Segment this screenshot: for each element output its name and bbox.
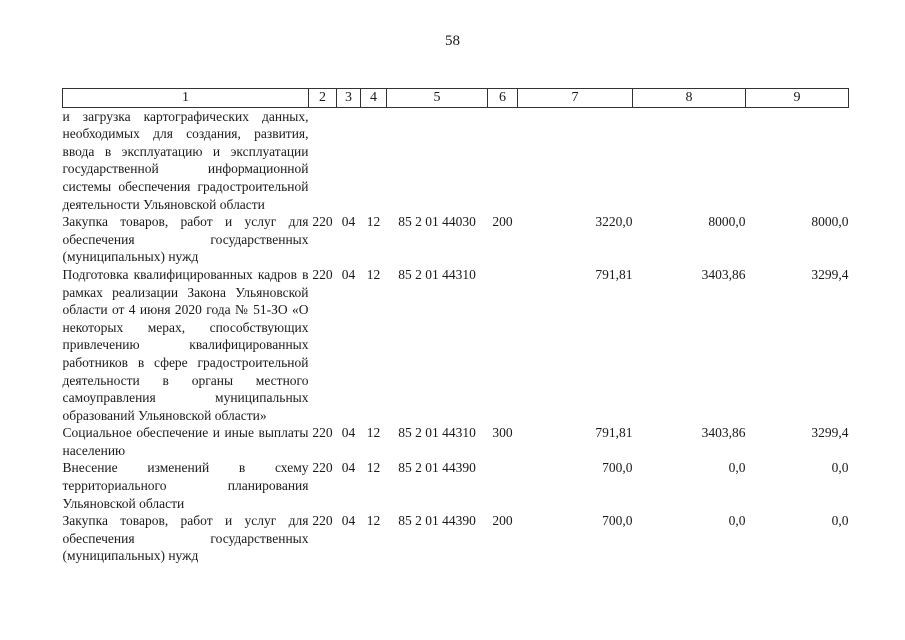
column-header: 7 [518, 89, 633, 108]
cell-c6: 200 [492, 513, 513, 529]
column-header: 2 [309, 89, 337, 108]
table-header-row [63, 89, 849, 108]
cell-c8: 0,0 [728, 460, 746, 476]
cell-c5: 85 2 01 44310 [398, 425, 476, 441]
cell-c3 [337, 107, 361, 213]
cell-c4: 12 [366, 425, 381, 441]
cell-c6 [488, 459, 518, 512]
table-row [63, 213, 849, 266]
cell-c7: 700,0 [602, 513, 633, 529]
row-description: Закупка товаров, работ и услуг для обеспечения государственных (муниципальных) нужд [62, 513, 309, 564]
row-description: Закупка товаров, работ и услуг для обеспечения государственных (муниципальных) нужд [62, 214, 309, 265]
table-row [63, 424, 849, 459]
cell-c7: 700,0 [602, 460, 633, 476]
column-header: 9 [746, 89, 849, 108]
cell-c4 [361, 107, 387, 213]
cell-c4: 12 [366, 513, 381, 529]
cell-c6 [488, 107, 518, 213]
cell-c3: 04 [341, 425, 356, 441]
column-header: 1 [63, 89, 309, 108]
row-description: и загрузка картографических данных, необходимых для создания, развития, ввода в эксплуатацию и эксплуатации государственной информационной системы обеспечения градостроительной деятельности Ульяновской области [62, 108, 309, 212]
cell-c8: 3403,86 [701, 425, 746, 441]
cell-c3: 04 [341, 266, 356, 282]
cell-c3: 04 [341, 214, 356, 230]
cell-c2: 220 [312, 460, 333, 476]
cell-c6 [488, 266, 518, 424]
cell-c9: 0,0 [831, 513, 849, 529]
cell-c4: 12 [366, 266, 381, 282]
cell-c5: 85 2 01 44310 [398, 266, 476, 282]
cell-c4: 12 [366, 460, 381, 476]
column-header: 8 [633, 89, 746, 108]
cell-c5: 85 2 01 44390 [398, 460, 476, 476]
cell-c8: 3403,86 [701, 266, 746, 282]
table-row [63, 266, 849, 424]
table-row [63, 512, 849, 565]
cell-c3: 04 [341, 513, 356, 529]
cell-c6: 300 [492, 425, 513, 441]
cell-c7: 3220,0 [595, 214, 633, 230]
cell-c2 [309, 107, 337, 213]
cell-c3: 04 [341, 460, 356, 476]
table-row [63, 107, 849, 213]
budget-table [62, 88, 849, 565]
cell-c2: 220 [312, 266, 333, 282]
cell-c8 [633, 107, 746, 213]
row-description: Внесение изменений в схему территориального планирования Ульяновской области [62, 460, 309, 511]
cell-c9: 3299,4 [811, 425, 849, 441]
column-header: 4 [361, 89, 387, 108]
cell-c5: 85 2 01 44030 [398, 214, 476, 230]
column-header: 3 [337, 89, 361, 108]
column-header: 6 [488, 89, 518, 108]
cell-c9: 3299,4 [811, 266, 849, 282]
table-row [63, 459, 849, 512]
cell-c2: 220 [312, 425, 333, 441]
page-number: 58 [445, 33, 460, 49]
cell-c2: 220 [312, 214, 333, 230]
cell-c9 [746, 107, 849, 213]
cell-c8: 8000,0 [708, 214, 746, 230]
column-header: 5 [387, 89, 488, 108]
cell-c7 [518, 107, 633, 213]
cell-c6: 200 [492, 214, 513, 230]
cell-c8: 0,0 [728, 513, 746, 529]
cell-c7: 791,81 [595, 266, 633, 282]
row-description: Подготовка квалифицированных кадров в рамках реализации Закона Ульяновской области от 4 июня 2020 года № 51-ЗО «О некоторых мерах, способствующих привлечению квалифицированных работников в сфере градостроительной деятельности в органы местного самоуправления муниципальных образований Ульяновской области» [62, 266, 309, 423]
cell-c5 [387, 107, 488, 213]
cell-c5: 85 2 01 44390 [398, 513, 476, 529]
cell-c4: 12 [366, 214, 381, 230]
cell-c9: 8000,0 [811, 214, 849, 230]
cell-c9: 0,0 [831, 460, 849, 476]
cell-c2: 220 [312, 513, 333, 529]
row-description: Социальное обеспечение и иные выплаты населению [62, 425, 309, 458]
cell-c7: 791,81 [595, 425, 633, 441]
